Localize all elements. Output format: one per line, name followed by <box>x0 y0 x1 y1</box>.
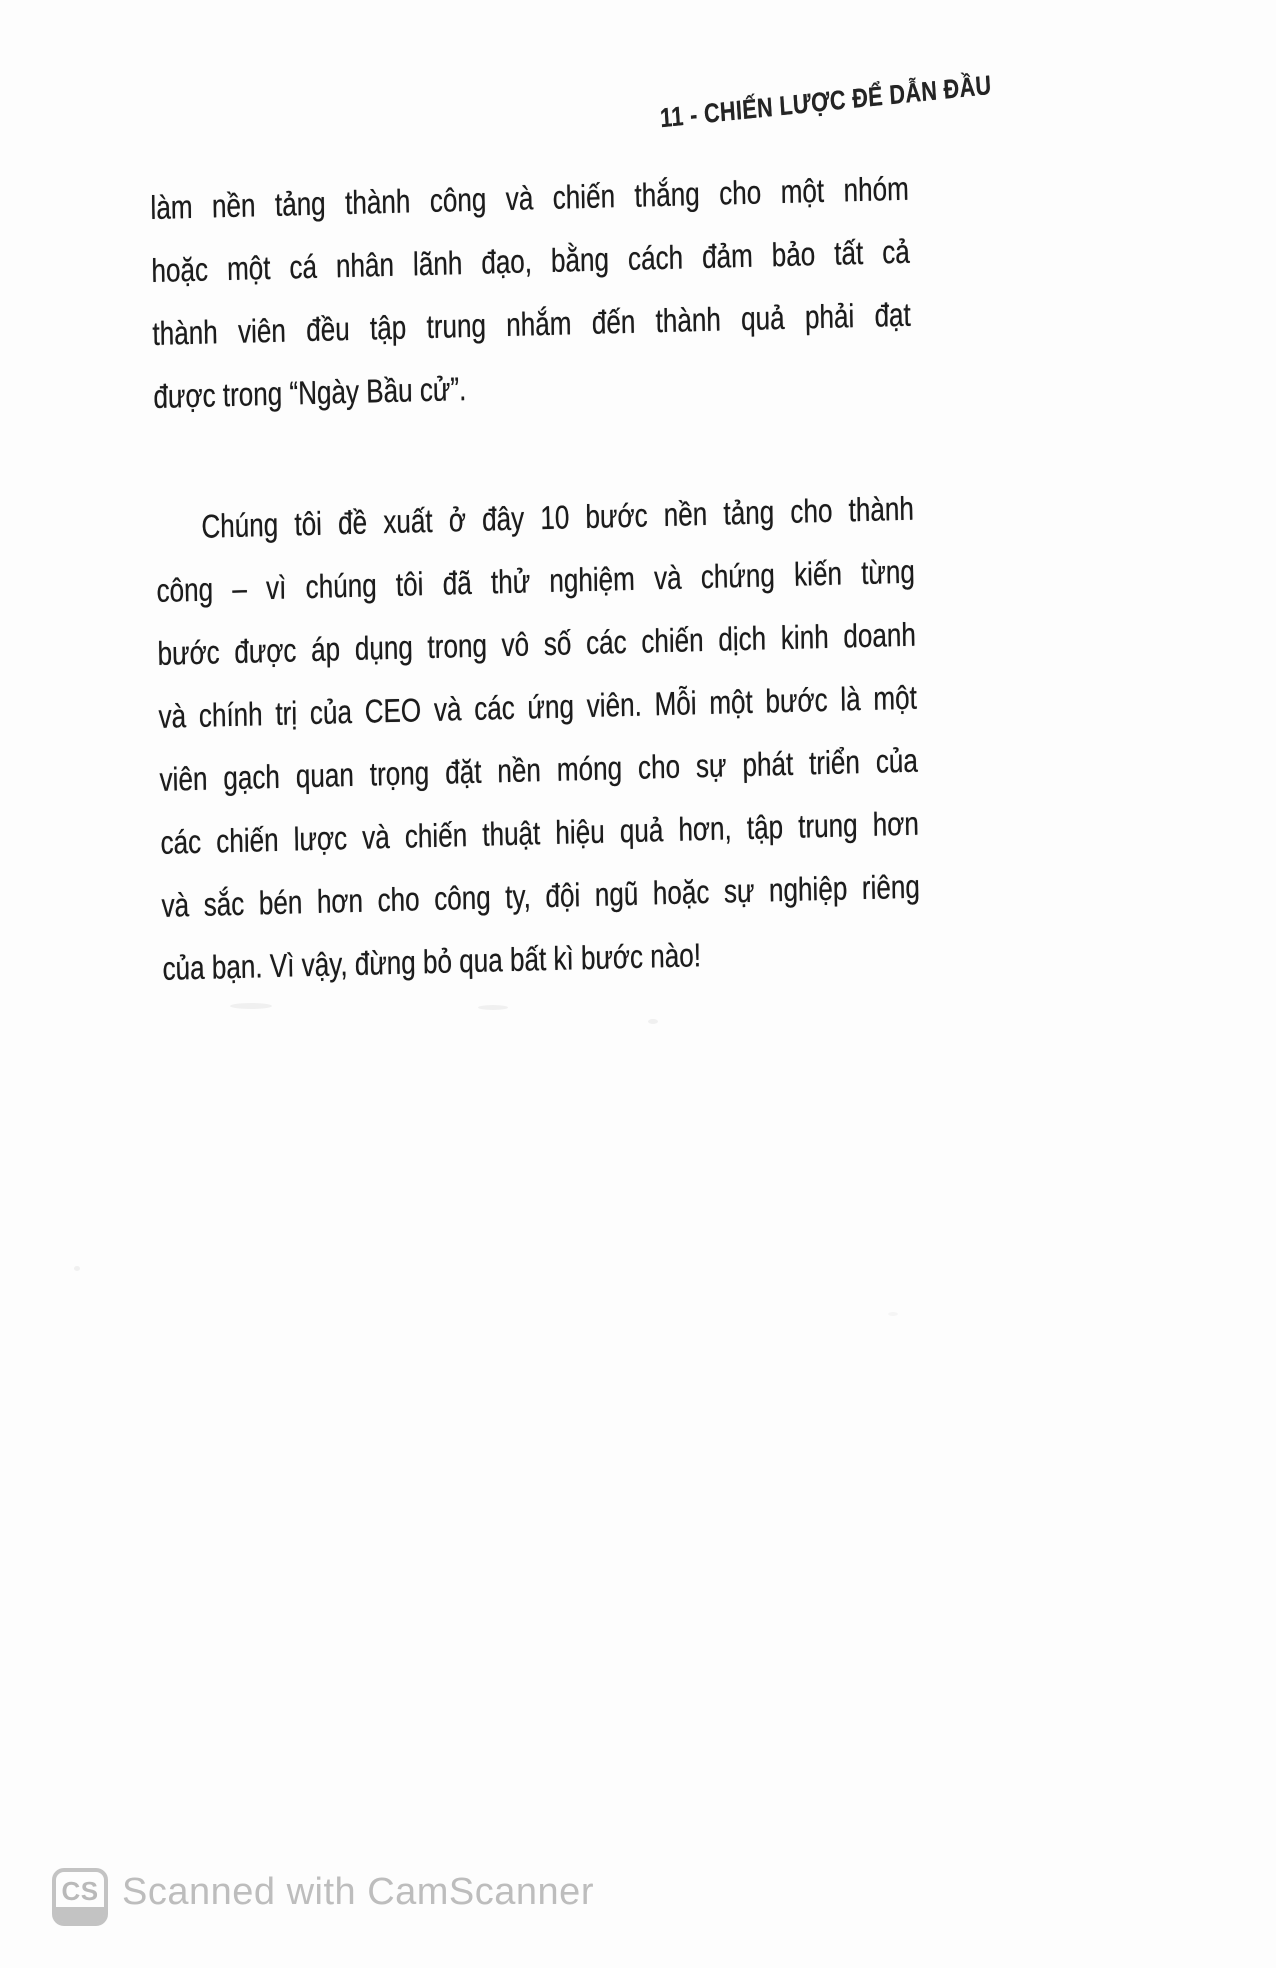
scan-speck <box>888 1312 898 1316</box>
scan-speck <box>478 1005 508 1010</box>
paragraph <box>155 477 921 1000</box>
body-line: hoặc một cá nhân lãnh đạo, bằng cách đảm bảo tất cả <box>151 232 911 289</box>
body-line: được trong “Ngày Bầu cử”. <box>153 370 467 415</box>
camscanner-watermark-text: Scanned with CamScanner <box>122 1871 594 1913</box>
camscanner-logo-strip <box>56 1907 104 1922</box>
body-line: các chiến lược và chiến thuật hiệu quả hơn, tập trung hơn <box>160 804 920 861</box>
body-line: bước được áp dụng trong vô số các chiến dịch kinh doanh <box>157 615 917 672</box>
paragraph <box>150 157 912 428</box>
scan-speck <box>648 1019 658 1024</box>
body-line: và chính trị của CEO và các ứng viên. Mỗi một bước là một <box>158 678 918 735</box>
body-line: của bạn. Vì vậy, đừng bỏ qua bất kì bước nào! <box>162 936 702 987</box>
body-line: làm nền tảng thành công và chiến thắng cho một nhóm <box>150 169 910 226</box>
body-line: Chúng tôi đề xuất ở đây 10 bước nền tảng cho thành <box>201 489 915 545</box>
body-line: và sắc bén hơn cho công ty, đội ngũ hoặc sự nghiệp riêng <box>161 867 921 924</box>
running-head: 11 - CHIẾN LƯỢC ĐỂ DẪN ĐẦU <box>658 70 992 134</box>
camscanner-logo-letters: CS <box>61 1876 99 1906</box>
body-line: công – vì chúng tôi đã thử nghiệm và chứng kiến từng <box>156 552 916 609</box>
scan-speck <box>74 1266 80 1271</box>
camscanner-logo-icon <box>52 1868 108 1926</box>
body-line: viên gạch quan trọng đặt nền móng cho sự phát triển của <box>159 741 919 798</box>
body-line: thành viên đều tập trung nhắm đến thành quả phải đạt <box>152 295 912 352</box>
body-text-block <box>150 157 921 1000</box>
scan-speck <box>230 1003 272 1009</box>
